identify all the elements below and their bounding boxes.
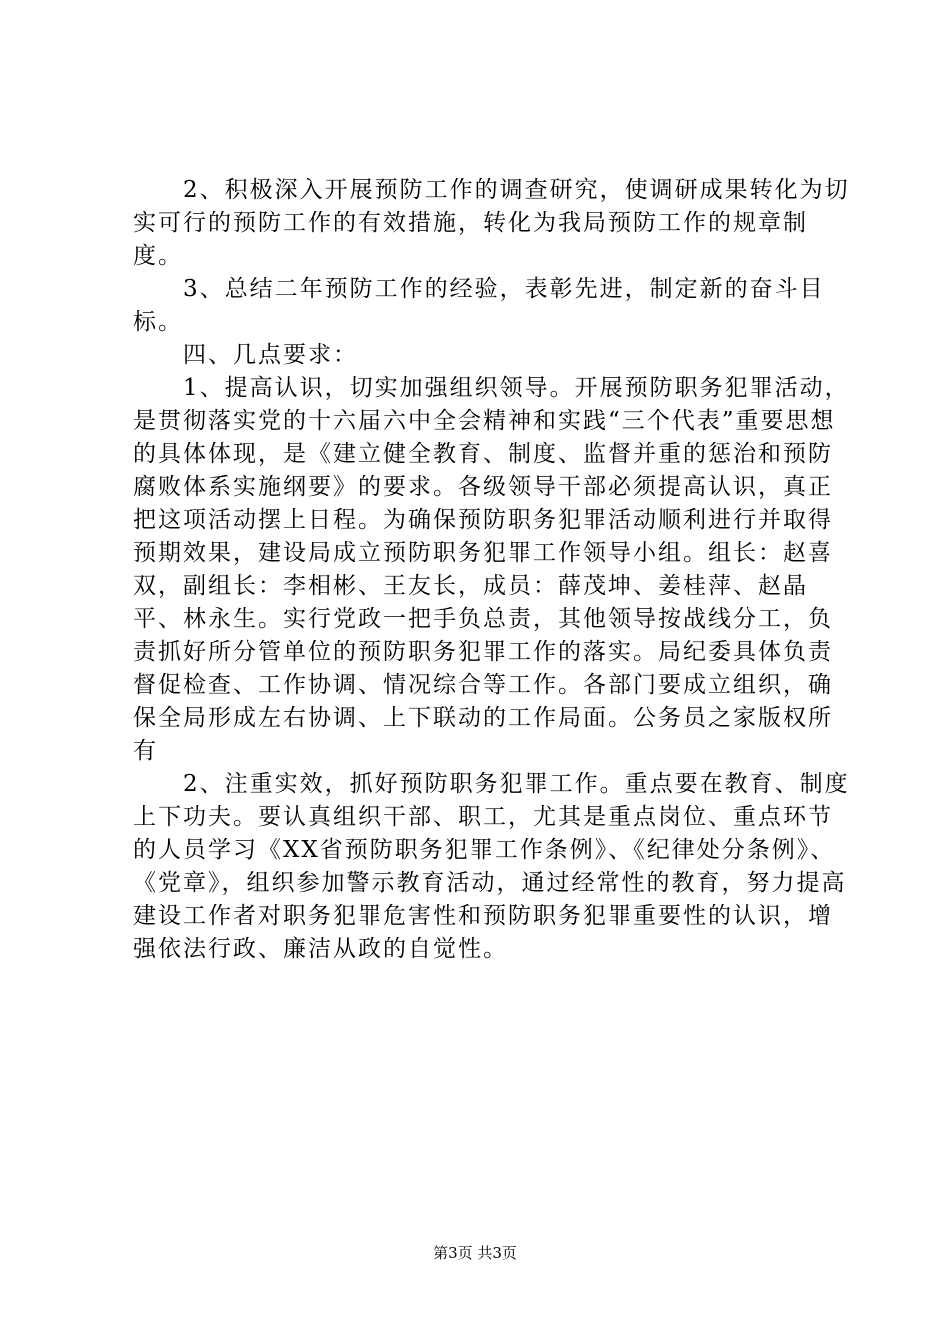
document-body [133, 174, 853, 966]
paragraph-item-2: 2、积极深入开展预防工作的调查研究，使调研成果转化为切实可行的预防工作的有效措施，转化为我局预防工作的规章制度。 [133, 177, 850, 269]
paragraph-requirement-2: 2、注重实效，抓好预防职务犯罪工作。重点要在教育、制度上下功夫。要认真组织干部、职工，尤其是重点岗位、重点环节的人员学习《XX省预防职务犯罪工作条例》、《纪律处分条例》、《党章》，组织参加警示教育活动，通过经常性的教育，努力提高建设工作者对职务犯罪危害性和预防职务犯罪重要性的认识，增强依法行政、廉洁从政的自觉性。 [133, 771, 850, 962]
paragraph-item-3: 3、总结二年预防工作的经验，表彰先进，制定新的奋斗目标。 [133, 276, 825, 335]
paragraph-requirement-1: 1、提高认识，切实加强组织领导。开展预防职务犯罪活动，是贯彻落实党的十六届六中全会精神和实践“三个代表”重要思想的具体体现，是《建立健全教育、制度、监督并重的惩治和预防腐败体系实施纲要》的要求。各级领导干部必须提高认识，真正把这项活动摆上日程。为确保预防职务犯罪活动顺利进行并取得预期效果，建设局成立预防职务犯罪工作领导小组。组长：赵喜双，副组长：李相彬、王友长，成员：薛茂坤、姜桂萍、赵晶平、林永生。实行党政一把手负总责，其他领导按战线分工，负责抓好所分管单位的预防职务犯罪工作的落实。局纪委具体负责督促检查、工作协调、情况综合等工作。各部门要成立组织，确保全局形成左右协调、上下联动的工作局面。公务员之家版权所有 [133, 375, 850, 764]
section-heading-requirements: 四、几点要求： [183, 342, 358, 368]
page-footer: 第3页 共3页 [433, 1244, 517, 1262]
